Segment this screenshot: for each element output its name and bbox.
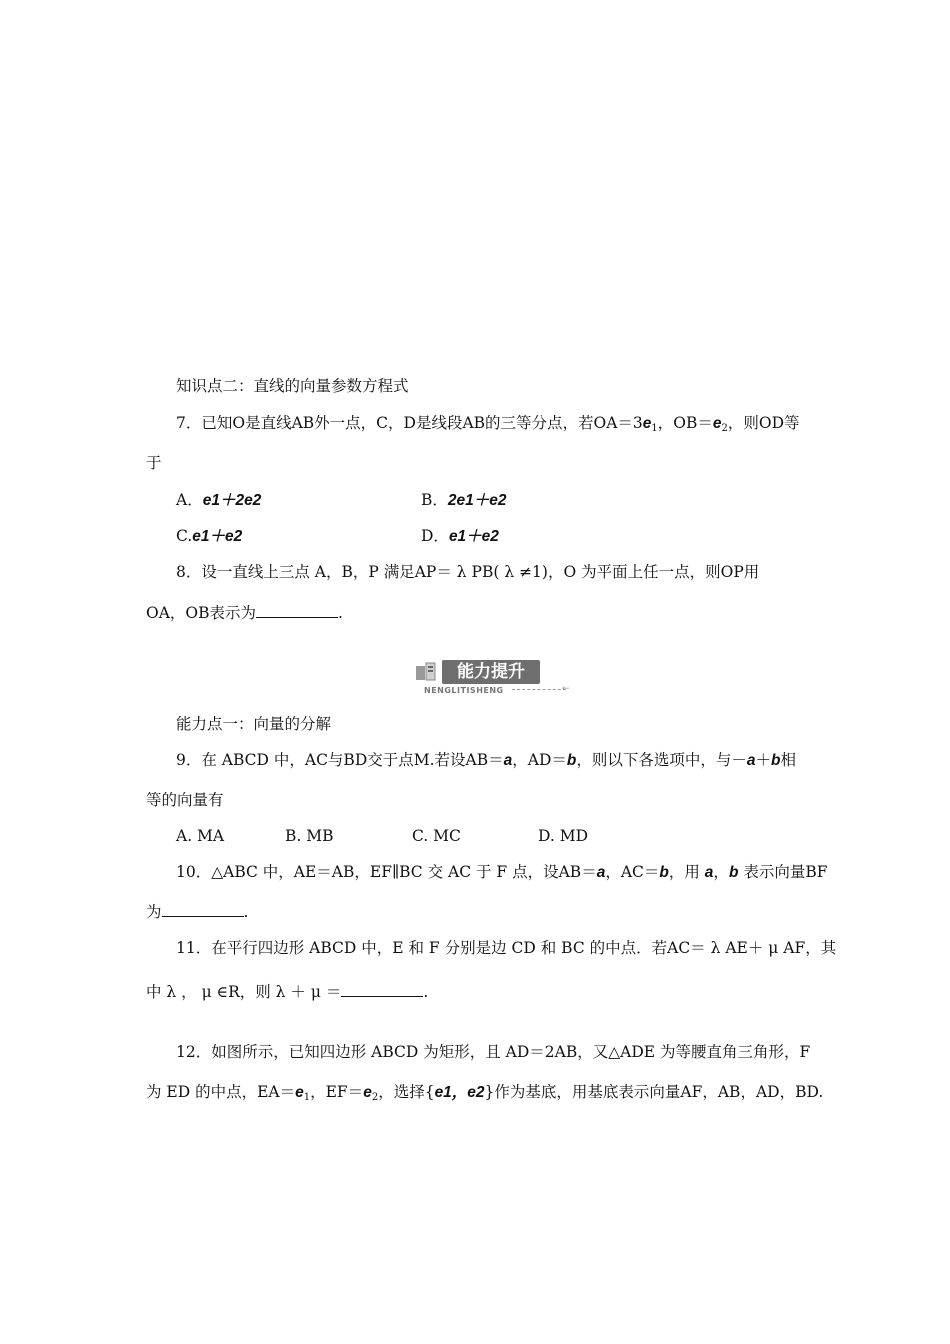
- question-7-text: 7．已知O是直线AB外一点，C，D是线段AB的三等分点，若OA＝3: [176, 414, 643, 432]
- question-11-line-2: [146, 982, 428, 1002]
- subscript: 2: [371, 1092, 379, 1103]
- banner-divider: [512, 689, 566, 690]
- question-10-text: 为: [146, 903, 162, 921]
- question-12-text: }作为基底，用基底表示向量AF，AB，AD，BD.: [484, 1083, 824, 1101]
- question-8-text: OA，OB表示为: [146, 604, 256, 622]
- question-7-text: 于: [146, 454, 162, 472]
- vector-a: a: [704, 864, 714, 881]
- vector-a: a: [596, 864, 606, 881]
- question-9-text: ，则以下各选项中，与－: [576, 751, 747, 769]
- question-12-text: ，EF＝: [310, 1083, 364, 1101]
- question-9-option-c: [412, 826, 461, 846]
- question-11-line-1: [176, 938, 836, 958]
- answer-blank[interactable]: [162, 902, 244, 917]
- vector-e1: e: [295, 1084, 304, 1101]
- question-8-line-1: [176, 562, 759, 582]
- question-8-line-2: [146, 603, 343, 623]
- option-label: D．: [421, 527, 449, 545]
- vector-b: b: [566, 752, 577, 769]
- question-10-text: 表示向量BF: [738, 863, 828, 881]
- question-9-text: 相: [780, 751, 796, 769]
- option-d-text: e1＋e2: [448, 528, 499, 545]
- option-c-text: C. MC: [412, 827, 461, 845]
- option-b-text: B. MB: [285, 827, 334, 845]
- question-7-option-b: [421, 490, 507, 511]
- option-a-text: A. MA: [176, 827, 225, 845]
- section-heading-line-knowledge-2: [176, 376, 409, 396]
- book-icon: [412, 660, 442, 684]
- question-12-line-2: [146, 1082, 823, 1108]
- answer-blank[interactable]: [256, 603, 338, 618]
- question-10-text: ，: [713, 863, 729, 881]
- vector-b: b: [659, 864, 669, 881]
- question-9-line-2: [146, 790, 224, 810]
- question-11-text: 11．在平行四边形 ABCD 中，E 和 F 分别是边 CD 和 BC 的中点．若AC＝ λ AE＋ μ AF，其: [176, 939, 837, 957]
- question-7-line-2: [146, 453, 162, 473]
- question-7-text: ，OB＝: [657, 414, 713, 432]
- basis-vectors: e1，e2: [434, 1084, 485, 1101]
- ability-heading: 能力点一：向量的分解: [176, 715, 332, 733]
- vector-a: a: [503, 752, 513, 769]
- vector-e2: e: [363, 1084, 372, 1101]
- question-8-text: 8．设一直线上三点 A，B，P 满足AP＝ λ PB( λ ≠1)，O 为平面上任一点，则OP用: [176, 563, 760, 581]
- subscript: 1: [303, 1092, 311, 1103]
- ability-section-banner: [412, 660, 576, 696]
- question-10-line-2: [146, 902, 248, 922]
- period: .: [338, 604, 343, 622]
- question-12-text: 12．如图所示，已知四边形 ABCD 为矩形，且 AD＝2AB，又△ADE 为等腰直角三角形，F: [176, 1043, 811, 1061]
- period: .: [423, 983, 429, 1001]
- ability-heading-line: [176, 714, 331, 734]
- vector-e2: e: [712, 415, 722, 432]
- question-7-line-1: [176, 413, 800, 439]
- vector-b: b: [728, 864, 739, 881]
- vector-b: b: [771, 752, 781, 769]
- question-7-text: ，则OD等: [727, 414, 800, 432]
- option-b-text: 2e1＋e2: [447, 492, 507, 509]
- question-9-line-1: [176, 750, 796, 771]
- period: .: [243, 903, 249, 921]
- question-9-option-a: [176, 826, 224, 846]
- question-12-text: ，选择{: [378, 1083, 435, 1101]
- option-label: C.: [176, 527, 193, 545]
- answer-blank[interactable]: [341, 982, 423, 997]
- banner-title: 能力提升: [442, 660, 540, 684]
- question-9-text: ，AD＝: [512, 751, 567, 769]
- option-c-text: e1＋e2: [192, 528, 243, 545]
- option-label: B．: [421, 491, 448, 509]
- question-9-option-b: [285, 826, 334, 846]
- arrow-left-icon: ←: [562, 684, 570, 694]
- banner-subtitle: NENGLITISHENG: [424, 686, 504, 695]
- question-9-text: 9．在 ABCD 中，AC与BD交于点M.若设AB＝: [176, 751, 504, 769]
- question-7-option-a: [176, 490, 261, 511]
- question-11-text: 中 λ ， μ ∈R，则 λ ＋ μ ＝: [146, 983, 342, 1001]
- option-a-text: e1＋2e2: [202, 492, 262, 509]
- question-7-option-d: [421, 526, 499, 547]
- option-label: A．: [176, 491, 203, 509]
- subscript: 1: [651, 423, 658, 434]
- question-10-text: 10．△ABC 中，AE＝AB，EF∥BC 交 AC 于 F 点，设AB＝: [176, 863, 597, 881]
- vector-a: a: [746, 752, 756, 769]
- vector-e1: e: [642, 415, 652, 432]
- question-10-line-1: [176, 862, 827, 883]
- subscript: 2: [721, 423, 728, 434]
- question-12-line-1: [176, 1042, 810, 1062]
- question-10-text: ，AC＝: [605, 863, 660, 881]
- plus-sign: ＋: [755, 751, 772, 769]
- question-10-text: ，用: [668, 863, 705, 881]
- question-12-text: 为 ED 的中点，EA＝: [146, 1083, 296, 1101]
- question-7-option-c: [176, 526, 242, 547]
- section-heading: 知识点二：直线的向量参数方程式: [176, 377, 409, 395]
- question-9-option-d: [538, 826, 588, 846]
- option-d-text: D. MD: [538, 827, 589, 845]
- question-9-text: 等的向量有: [146, 791, 224, 809]
